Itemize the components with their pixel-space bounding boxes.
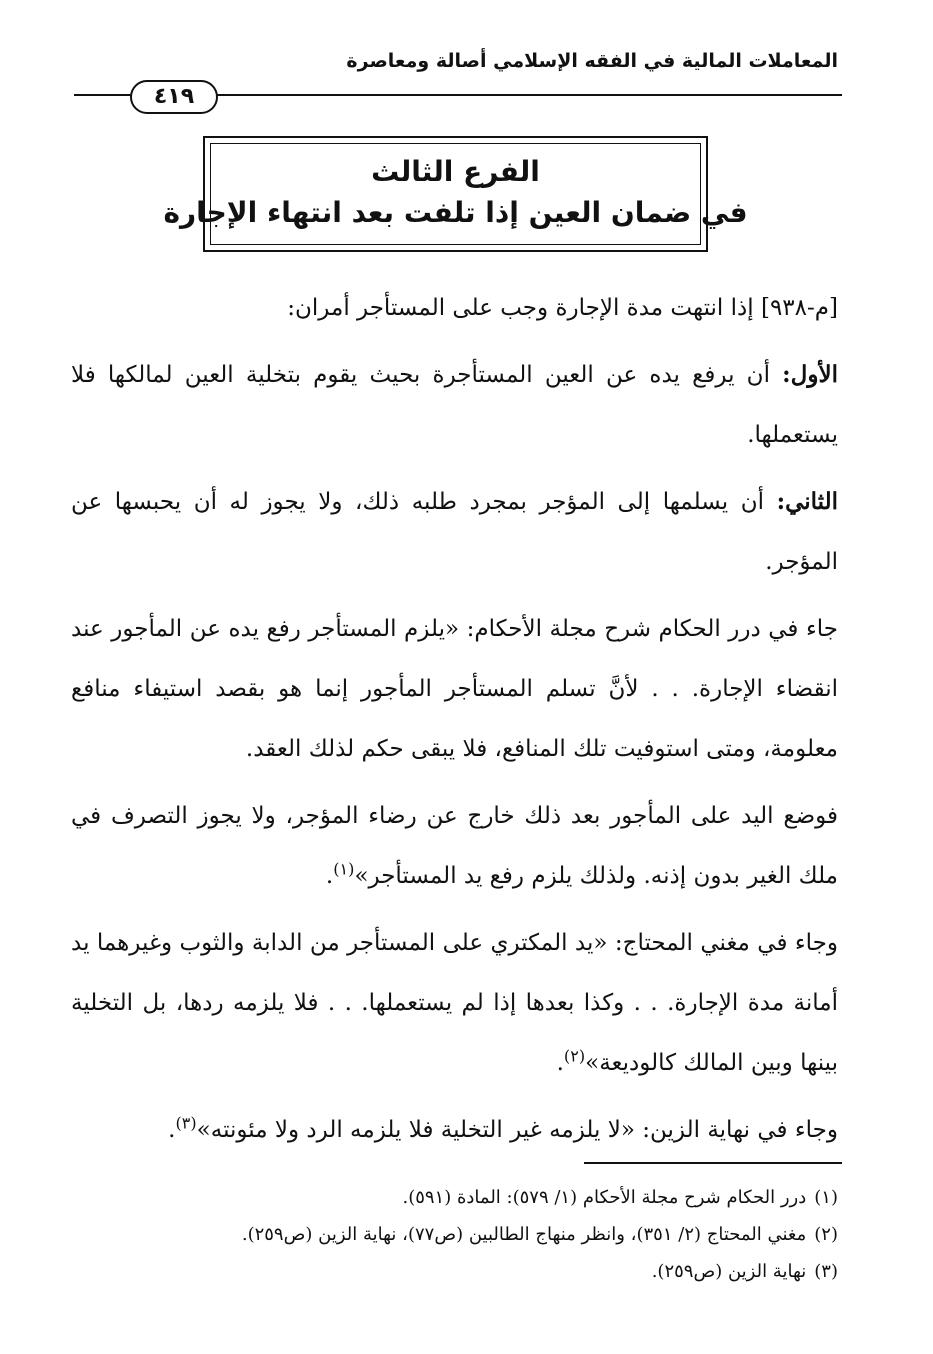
section-title-inner xyxy=(163,143,748,245)
footnote-label-2: (٢) xyxy=(814,1224,838,1245)
durar-quote-continued-paragraph: فوضع اليد على المأجور بعد ذلك خارج عن رضاء المؤجر، ولا يجوز التصرف في ملك الغير بدون إذنه. ولذلك يلزم رفع يد المستأجر»$^{(١)}$. xyxy=(71,803,838,889)
footnote-text-2: مغني المحتاج (٢/ ٣٥١)، وانظر منهاج الطالبين (ص٧٧)، نهاية الزين (ص٢٥٩). xyxy=(241,1224,807,1245)
footnote-label-1: (١) xyxy=(814,1187,838,1208)
durar-quote-continued-text: فوضع اليد على المأجور بعد ذلك خارج عن رضاء المؤجر، ولا يجوز التصرف في ملك الغير بدون إذنه. ولذلك يلزم رفع يد المستأجر» xyxy=(71,803,838,889)
mughni-quote-paragraph: وجاء في مغني المحتاج: «يد المكتري على المستأجر من الدابة والثوب وغيرهما يد أمانة مدة الإجارة. . . وكذا بعدها إذا لم يستعملها. . . فلا يلزمه ردها، بل التخلية بينها وبين المالك كالوديعة»$^{(٢)}$. xyxy=(71,930,838,1076)
mughni-quote-text: وجاء في مغني المحتاج: «يد المكتري على المستأجر من الدابة والثوب وغيرهما يد أمانة مدة الإجارة. . . وكذا بعدها إذا لم يستعملها. . . فلا يلزمه ردها، بل التخلية بينها وبين المالك كالوديعة» xyxy=(71,930,838,1076)
main-text xyxy=(71,278,838,1167)
section-title-line-1: الفرع الثالث xyxy=(371,155,540,188)
first-obligation-paragraph xyxy=(71,345,838,465)
footnote-reference-3[interactable]: (٣) xyxy=(175,1113,197,1133)
footnote-rule xyxy=(584,1162,842,1164)
second-obligation-label: الثاني: xyxy=(776,488,838,515)
second-obligation-text: أن يسلمها إلى المؤجر بمجرد طلبه ذلك، ولا يجوز له أن يحبسها عن المؤجر. xyxy=(71,489,838,575)
durar-quote-paragraph xyxy=(71,599,838,779)
footnote-label-3: (٣) xyxy=(814,1261,838,1282)
footnote-text-3: نهاية الزين (ص٢٥٩). xyxy=(651,1261,807,1282)
footnotes xyxy=(58,1179,838,1290)
footnote-reference-2[interactable]: (٢) xyxy=(563,1046,586,1066)
section-title-frame xyxy=(163,136,748,252)
page-number: ٤١٩ xyxy=(153,84,195,109)
footnote-reference-1[interactable]: (١) xyxy=(333,859,355,879)
durar-quote-text: جاء في درر الحكام شرح مجلة الأحكام: «يلزم المستأجر رفع يده عن المأجور عند انقضاء الإجارة. . . لأنَّ تسلم المستأجر المأجور إنما هو بقصد استيفاء منافع معلومة، ومتى استوفيت تلك المنافع، فلا يبقى حكم لذلك العقد. xyxy=(71,616,838,762)
nihayat-quote-text: وجاء في نهاية الزين: «لا يلزمه غير التخلية فلا يلزمه الرد ولا مئونته» xyxy=(196,1117,838,1143)
footnote-item xyxy=(58,1216,838,1253)
footnote-text-1: درر الحكام شرح مجلة الأحكام (١/ ٥٧٩): المادة (٥٩١). xyxy=(402,1187,807,1208)
second-obligation-paragraph xyxy=(71,472,838,592)
intro-paragraph xyxy=(71,278,838,338)
intro-text: [م-٩٣٨] إذا انتهت مدة الإجارة وجب على المستأجر أمران: xyxy=(287,295,838,321)
section-title-line-2: في ضمان العين إذا تلفت بعد انتهاء الإجارة xyxy=(163,196,748,229)
header-rule-right xyxy=(214,94,842,96)
running-header: المعاملات المالية في الفقه الإسلامي أصالة ومعاصرة xyxy=(346,50,838,72)
header-rule-left xyxy=(74,94,136,96)
page-number-badge xyxy=(130,80,218,114)
first-obligation-text: أن يرفع يده عن العين المستأجرة بحيث يقوم بتخلية العين لمالكها فلا يستعملها. xyxy=(71,362,838,448)
footnote-item xyxy=(58,1253,838,1290)
footnote-item xyxy=(58,1179,838,1216)
first-obligation-label: الأول: xyxy=(782,361,838,388)
nihayat-quote-paragraph: وجاء في نهاية الزين: «لا يلزمه غير التخلية فلا يلزمه الرد ولا مئونته»$^{(٣)}$. xyxy=(168,1113,838,1143)
